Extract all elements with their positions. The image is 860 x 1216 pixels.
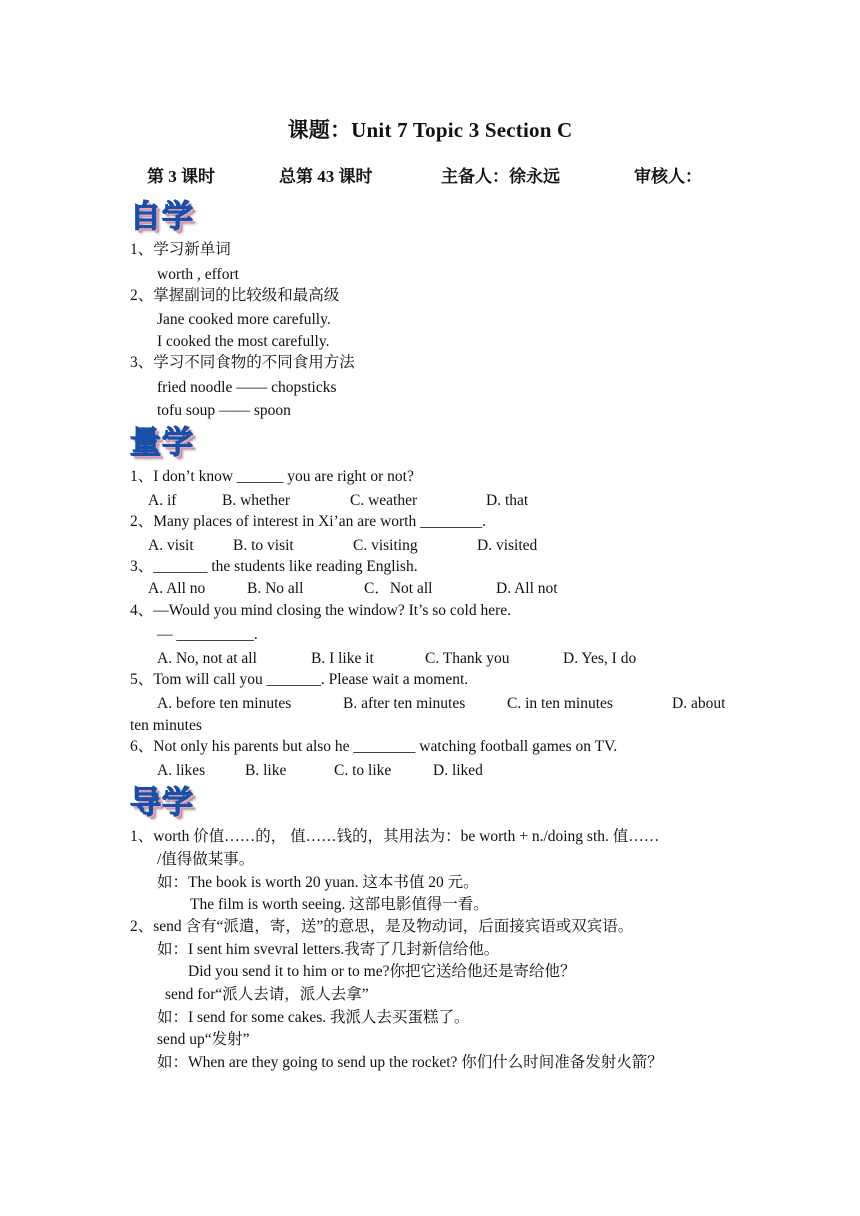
guide-item-send: 2、send 含有“派遣，寄，送”的意思，是及物动词，后面接宾语或双宾语。 <box>130 918 634 935</box>
guide-example: 如：The book is worth 20 yuan. 这本书值 20 元。 <box>157 874 479 891</box>
option: B. to visit <box>233 537 294 554</box>
option: D. visited <box>477 537 538 554</box>
section-heading-guide: 导学 <box>130 785 194 821</box>
option-wrap: ten minutes <box>130 717 202 734</box>
option: A. likes <box>157 762 206 779</box>
question-4: 4、—Would you mind closing the window? It’s so cold here. <box>130 602 512 619</box>
guide-example: 如：I send for some cakes. 我派人去买蛋糕了。 <box>157 1009 470 1026</box>
option: C. Thank you <box>425 650 510 667</box>
guide-example: 如：When are they going to send up the rocket? 你们什么时间准备发射火箭？ <box>157 1054 663 1071</box>
option: B. No all <box>247 580 304 597</box>
section-heading-measure: 量学 <box>130 425 194 461</box>
preparer: 主备人：徐永远 <box>441 167 560 186</box>
guide-phrase: send up“发射” <box>157 1031 250 1048</box>
option: D. All not <box>496 580 558 597</box>
guide-phrase: send for“派人去请，派人去拿” <box>165 986 369 1003</box>
option: D. Yes, I do <box>563 650 637 667</box>
guide-example: The film is worth seeing. 这部电影值得一看。 <box>190 896 489 913</box>
self-study-item: 2、掌握副词的比较级和最高级 <box>130 287 340 304</box>
section-heading-self-study: 自学 <box>130 199 194 235</box>
option: B. like <box>245 762 287 779</box>
option: A. No, not at all <box>157 650 257 667</box>
question-5: 5、Tom will call you _______. Please wait a moment. <box>130 671 469 688</box>
question-4-reply: — __________. <box>157 626 258 643</box>
total-lesson-number: 总第 43 课时 <box>279 167 373 186</box>
question-3: 3、_______ the students like reading English. <box>130 558 418 575</box>
self-study-detail: worth , effort <box>157 266 239 283</box>
page-title: 课题：Unit 7 Topic 3 Section C <box>287 118 573 142</box>
guide-item-worth: 1、worth 价值……的， 值……钱的，其用法为：be worth + n./doing sth. 值…… <box>130 828 660 845</box>
option: C. weather <box>350 492 418 509</box>
option: A. before ten minutes <box>157 695 292 712</box>
guide-item-wrap: /值得做某事。 <box>157 851 255 868</box>
question-2: 2、Many places of interest in Xi’an are worth ________. <box>130 513 486 530</box>
option: C. visiting <box>353 537 418 554</box>
option: A. visit <box>148 537 194 554</box>
self-study-item: 3、学习不同食物的不同食用方法 <box>130 354 355 371</box>
self-study-detail: fried noodle —— chopsticks <box>157 379 337 396</box>
option: C．Not all <box>364 580 433 597</box>
option: C. in ten minutes <box>507 695 613 712</box>
option: D. that <box>486 492 529 509</box>
guide-example: Did you send it to him or to me?你把它送给他还是寄给他？ <box>188 963 576 980</box>
lesson-number: 第 3 课时 <box>147 167 215 186</box>
self-study-detail: tofu soup —— spoon <box>157 402 291 419</box>
guide-example: 如：I sent him svevral letters.我寄了几封新信给他。 <box>157 941 500 958</box>
option: B. after ten minutes <box>343 695 466 712</box>
option: D. liked <box>433 762 483 779</box>
self-study-item: 1、学习新单词 <box>130 241 231 258</box>
question-6: 6、Not only his parents but also he ________ watching football games on TV. <box>130 738 618 755</box>
option: B. whether <box>222 492 291 509</box>
option: B. I like it <box>311 650 374 667</box>
option: A. if <box>148 492 177 509</box>
reviewer: 审核人： <box>634 167 702 186</box>
option: A. All no <box>148 580 206 597</box>
self-study-detail: I cooked the most carefully. <box>157 333 330 350</box>
option: C. to like <box>334 762 392 779</box>
question-1: 1、I don’t know ______ you are right or not? <box>130 468 414 485</box>
self-study-detail: Jane cooked more carefully. <box>157 311 331 328</box>
option: D. about <box>672 695 726 712</box>
